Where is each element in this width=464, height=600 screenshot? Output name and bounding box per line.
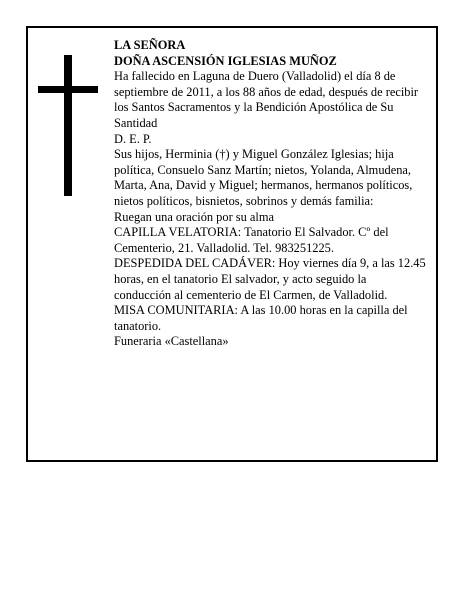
family-list: Sus hijos, Herminia (†) y Miguel González Iglesias; hija política, Consuelo Sanz Martín; nietos, Yolanda, Almudena, Marta, Ana, David y Miguel; hermanos, hermanos políticos, nietos políticos, bisnietos, sobrinos y demás familia: xyxy=(114,147,413,208)
cross-vertical-bar xyxy=(64,55,72,196)
death-announcement: Ha fallecido en Laguna de Duero (Valladolid) el día 8 de septiembre de 2011, a los 88 años de edad, después de recibir los Santos Sacramentos y la Bendición Apostólica de Su Santidad xyxy=(114,69,419,130)
cross-horizontal-bar xyxy=(38,86,98,93)
chapel-info: CAPILLA VELATORIA: Tanatorio El Salvador. Cº del Cementerio, 21. Valladolid. Tel. 983251225. xyxy=(114,225,389,255)
funeral-home: Funeraria «Castellana» xyxy=(114,334,229,349)
rest-in-peace: D. E. P. xyxy=(114,131,152,146)
obituary-text xyxy=(114,38,426,350)
prayer-request: Ruegan una oración por su alma xyxy=(114,209,274,224)
farewell-info: DESPEDIDA DEL CADÁVER: Hoy viernes día 9, a las 12.45 horas, en el tanatorio El salvador, y acto seguido la conducción al cementerio de El Carmen, de Valladolid. xyxy=(114,256,426,302)
mass-info: MISA COMUNITARIA: A las 10.00 horas en la capilla del tanatorio. xyxy=(114,303,408,333)
notice-title: LA SEÑORA xyxy=(114,38,186,52)
latin-cross-icon xyxy=(38,55,98,196)
deceased-name: DOÑA ASCENSIÓN IGLESIAS MUÑOZ xyxy=(114,53,337,68)
